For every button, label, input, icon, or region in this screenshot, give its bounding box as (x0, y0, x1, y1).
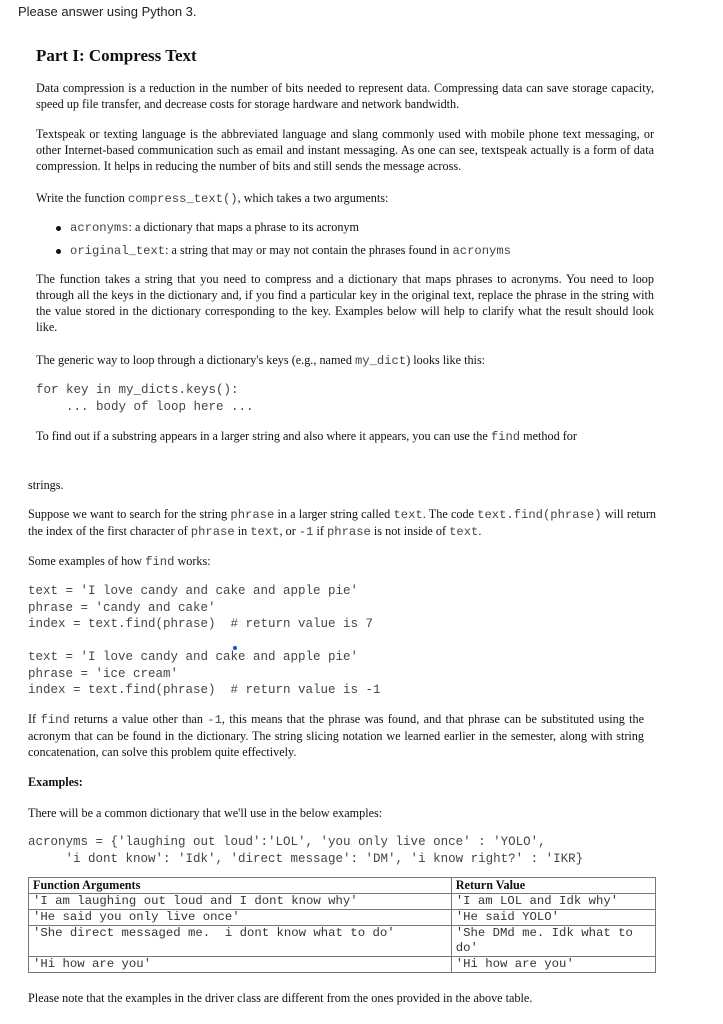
table-row (29, 926, 656, 957)
paragraph-strings: strings. (28, 478, 64, 492)
table-cell: 'He said YOLO' (451, 910, 655, 926)
text-span: will return the index of the first character of (28, 507, 656, 538)
column-header: Return Value (451, 878, 655, 894)
paragraph-intro: Data compression is a reduction in the number of bits needed to represent data. Compressing data can save storage capacity, speed up file transfer, and decrease costs for storage hardware and network bandwidth. (36, 81, 654, 111)
text-span: , or (279, 524, 299, 538)
text-span: works: (174, 554, 211, 568)
text-span: ) looks like this: (406, 353, 486, 367)
text-span: . (478, 524, 482, 538)
table-row (29, 957, 656, 973)
text-span: returns a value other than (69, 712, 208, 726)
code-span: original_text (70, 244, 166, 258)
table-row (29, 910, 656, 926)
paragraph-task: The function takes a string that you need to compress and a dictionary that maps phrases to acronyms. You need to loop through all the keys in the dictionary and, if you find a particular key in the original text, replace the phrase in the string with the value stored in the dictionary corresponding to the key. Examples below will help to clarify what the result should look like. (36, 272, 654, 334)
text-span: : a dictionary that maps a phrase to its acronym (128, 220, 359, 234)
code-block-acronyms: acronyms = {'laughing out loud':'LOL', 'you only live once' : 'YOLO', 'i dont know': 'Idk', 'direct message': 'DM', 'i know right?' : 'IKR} (28, 835, 584, 866)
code-block-find-example-2: text = 'I love candy and cake and apple pie' phrase = 'ice cream' index = text.find(phrase) # return value is -1 (28, 650, 381, 697)
code-span: text (250, 525, 280, 539)
code-span: acronyms (70, 221, 129, 235)
text-span: in (234, 524, 251, 538)
argument-list (56, 220, 676, 266)
text-span: If (28, 712, 41, 726)
text-span: Write the function (36, 191, 128, 205)
code-span: -1 (298, 525, 314, 539)
text-span: : a string that may or may not contain the phrases found in (165, 243, 453, 257)
column-header: Function Arguments (29, 878, 452, 894)
paragraph-function-intro (36, 190, 654, 207)
paragraph-loop-intro (36, 352, 654, 369)
code-span: phrase (326, 525, 371, 539)
code-span: -1 (207, 713, 222, 727)
text-span: method for (520, 429, 577, 443)
table-cell: 'She direct messaged me. i dont know what to do' (29, 926, 452, 957)
code-span: find (40, 713, 70, 727)
table-row (29, 894, 656, 910)
text-span: , this means that the phrase was found, and that phrase can be substituted using the acronym that can be found in the dictionary. The string slicing notation we learned earlier in the semester, along with string concatenation, can solve this problem quite effectively. (28, 712, 644, 759)
table-cell: 'Hi how are you' (451, 957, 655, 973)
text-span: The generic way to loop through a dictionary's keys (e.g., named (36, 353, 355, 367)
paragraph-find-explanation (28, 506, 656, 540)
paragraph-find-intro (36, 428, 666, 445)
paragraph-find-examples (28, 553, 211, 570)
table-header-row (29, 878, 656, 894)
code-span: find (145, 555, 175, 569)
paragraph-note: Please note that the examples in the driver class are different from the ones provided in the above table. (28, 991, 533, 1005)
code-block-find-example-1: text = 'I love candy and cake and apple pie' phrase = 'candy and cake' index = text.find(phrase) # return value is 7 (28, 584, 374, 631)
code-span: phrase (190, 525, 235, 539)
text-span: . The code (422, 507, 478, 521)
paragraph-textspeak: Textspeak or texting language is the abbreviated language and slang commonly used with mobile phone text messaging, or other Internet-based communication such as email and instant messaging. As one can see, textspeak actually is a form of data compression. It helps in reducing the number of bits and still sends the message across. (36, 127, 654, 173)
code-span: text (449, 525, 479, 539)
header-note: Please answer using Python 3. (18, 4, 197, 19)
paragraph-dictionary-intro: There will be a common dictionary that we'll use in the below examples: (28, 806, 383, 820)
text-span: Suppose we want to search for the string (28, 507, 231, 521)
paragraph-substitution (28, 711, 644, 760)
code-span: text.find(phrase) (477, 508, 602, 522)
table-cell: 'She DMd me. Idk what to do' (451, 926, 655, 957)
text-span: is not inside of (370, 524, 450, 538)
text-span: To find out if a substring appears in a larger string and also where it appears, you can use the (36, 429, 491, 443)
table-cell: 'I am LOL and Idk why' (451, 894, 655, 910)
table-cell: 'Hi how are you' (29, 957, 452, 973)
list-item (56, 220, 676, 243)
text-span: in a larger string called (274, 507, 394, 521)
code-span: find (490, 430, 521, 444)
code-span: text (393, 508, 423, 522)
examples-table (28, 877, 656, 973)
list-item (56, 243, 676, 266)
text-span: Some examples of how (28, 554, 146, 568)
section-title: Part I: Compress Text (36, 46, 197, 65)
table-cell: 'I am laughing out loud and I dont know why' (29, 894, 452, 910)
code-span: acronyms (452, 244, 511, 258)
examples-heading: Examples: (28, 775, 83, 789)
code-block-loop: for key in my_dicts.keys(): ... body of loop here ... (36, 383, 254, 414)
table-cell: 'He said you only live once' (29, 910, 452, 926)
code-span: my_dict (354, 354, 407, 368)
code-span: phrase (230, 508, 275, 522)
text-span: if (313, 524, 327, 538)
text-span: , which takes a two arguments: (237, 191, 389, 205)
code-span: compress_text() (127, 192, 238, 206)
